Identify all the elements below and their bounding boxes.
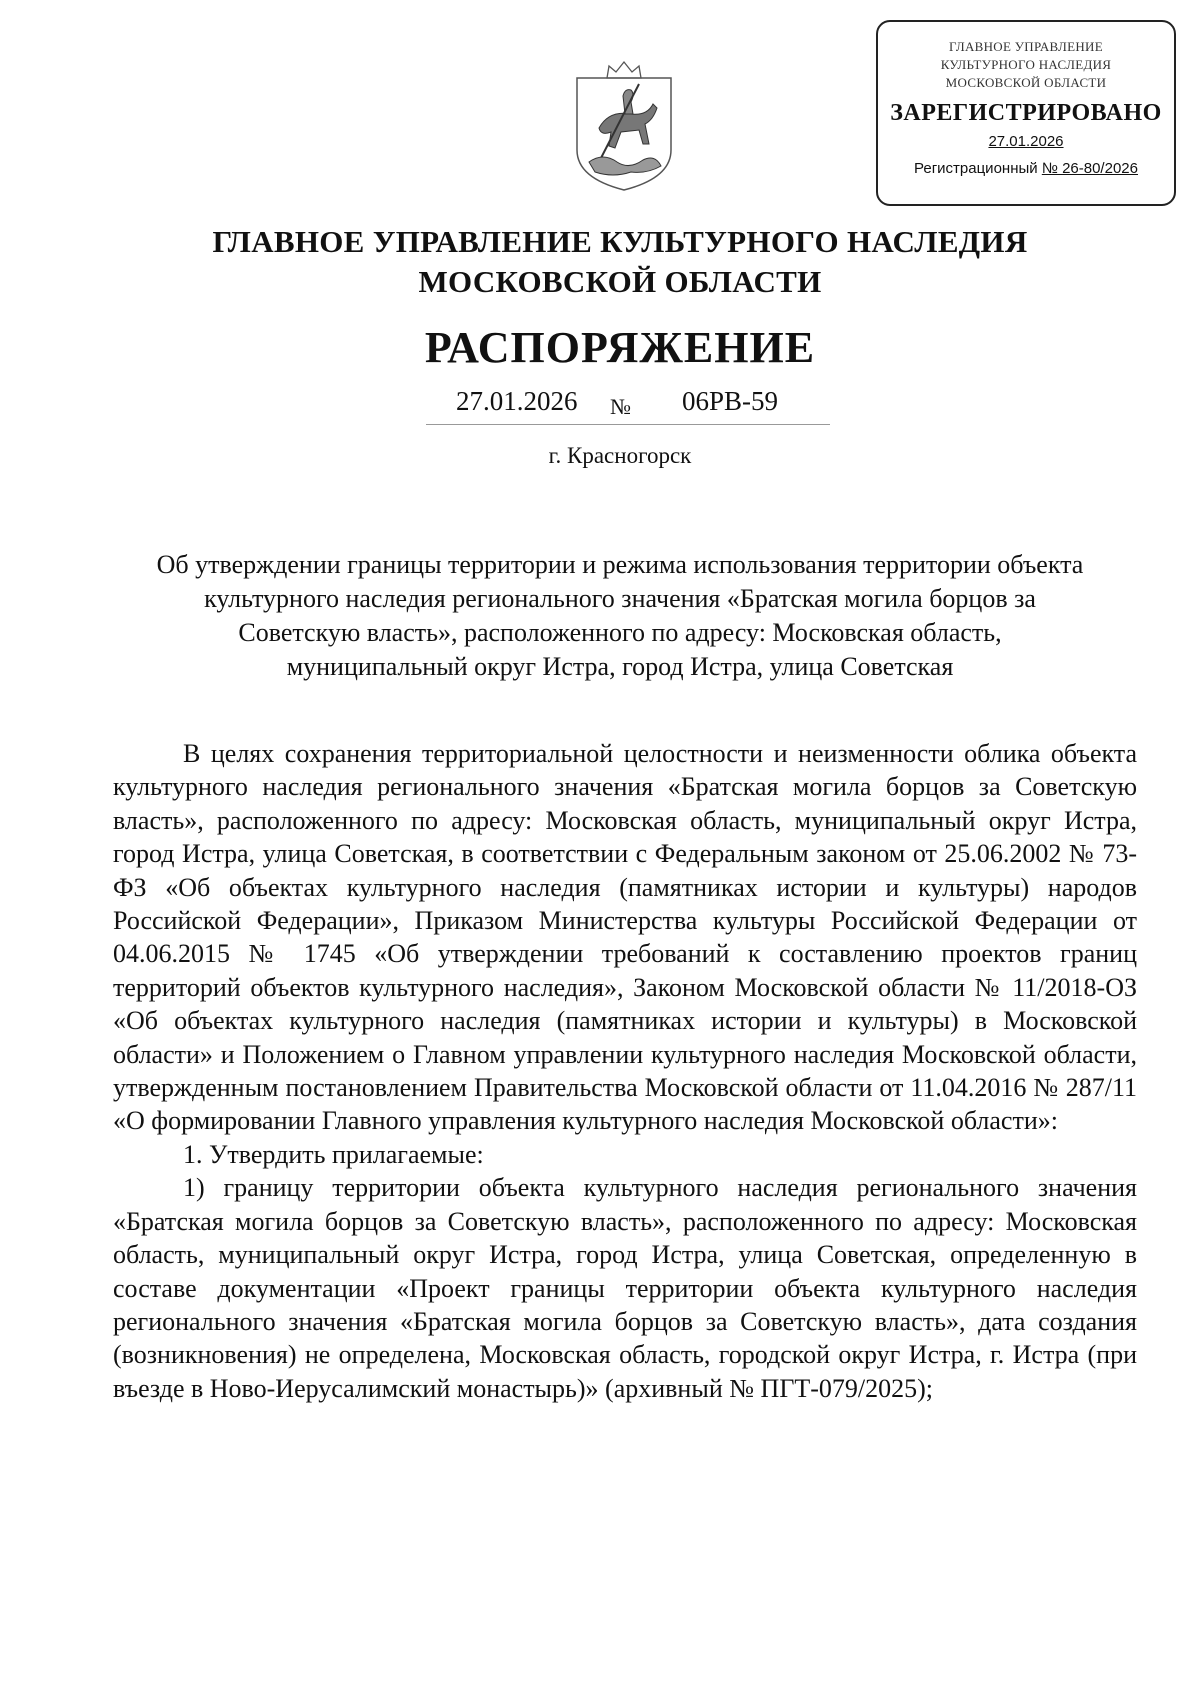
body-paragraph-subitem-1: 1) границу территории объекта культурного наследия регионального значения «Братская могила борцов за Советскую власть», расположенного по адресу: Московская область, муниципальный округ Истра, город Истра, улица Советская, определенную в составе документации «Проект границы территории объекта культурного наследия регионального значения «Братская могила борцов за Советскую власть», дата создания (возникновения) не определена, Московская область, городской округ Истра, г. Истра (при въезде в Ново-Иерусалимский монастырь)» (архивный № ПГТ-079/2025); bbox=[113, 1173, 1137, 1403]
organization-title-line: ГЛАВНОЕ УПРАВЛЕНИЕ КУЛЬТУРНОГО НАСЛЕДИЯ bbox=[212, 224, 1028, 259]
document-date-number bbox=[426, 384, 830, 425]
subject-line: культурного наследия регионального значения «Братская могила борцов за bbox=[204, 584, 1036, 613]
stamp-reg-number: № 26-80/2026 bbox=[1041, 160, 1138, 177]
stamp-date: 27.01.2026 bbox=[988, 133, 1064, 150]
stamp-reg-label: Регистрационный bbox=[914, 160, 1038, 177]
body-paragraph-preamble: В целях сохранения территориальной целостности и неизменности облика объекта культурного наследия регионального значения «Братская могила борцов за Советскую власть», расположенного по адресу: Московская область, муниципальный округ Истра, город Истра, улица Советская, в соответствии с Федеральным законом от 25.06.2002 № 73-ФЗ «Об объектах культурного наследия (памятниках истории и культуры) народов Российской Федерации», Приказом Министерства культуры Российской Федерации от 04.06.2015 № 1745 «Об утверждении требований к составлению проектов границ территорий объектов культурного наследия», Законом Московской области № 11/2018-ОЗ «Об объектах культурного наследия (памятниках истории и культуры) в Московской области» и Положением о Главном управлении культурного наследия Московской области, утвержденным постановлением Правительства Московской области от 11.04.2016 № 287/11 «О формировании Главного управления культурного наследия Московской области»: bbox=[113, 739, 1137, 1136]
document-city: г. Красногорск bbox=[548, 443, 692, 468]
number-sign: № bbox=[610, 394, 631, 419]
registration-stamp bbox=[876, 20, 1176, 206]
moscow-oblast-coat-of-arms-icon bbox=[569, 58, 679, 194]
stamp-title: ЗАРЕГИСТРИРОВАНО bbox=[890, 100, 1162, 126]
document-type: РАСПОРЯЖЕНИЕ bbox=[424, 323, 816, 372]
subject-line: муниципальный округ Истра, город Истра, улица Советская bbox=[286, 652, 954, 681]
document-body bbox=[113, 737, 1137, 1405]
document-subject bbox=[0, 548, 1200, 684]
stamp-org-line: МОСКОВСКОЙ ОБЛАСТИ bbox=[945, 75, 1107, 90]
document-date: 27.01.2026 bbox=[456, 386, 578, 416]
subject-line: Об утверждении границы территории и режима использования территории объекта bbox=[156, 550, 1084, 579]
stamp-org-line: КУЛЬТУРНОГО НАСЛЕДИЯ bbox=[940, 57, 1112, 72]
body-paragraph-item-1: 1. Утвердить прилагаемые: bbox=[183, 1139, 484, 1169]
subject-line: Советскую власть», расположенного по адресу: Московская область, bbox=[238, 618, 1002, 647]
stamp-registration bbox=[878, 160, 1174, 177]
stamp-org-line: ГЛАВНОЕ УПРАВЛЕНИЕ bbox=[949, 39, 1103, 54]
organization-title-line: МОСКОВСКОЙ ОБЛАСТИ bbox=[418, 264, 822, 299]
document-number: 06РВ-59 bbox=[682, 386, 779, 416]
organization-title bbox=[0, 222, 1200, 302]
